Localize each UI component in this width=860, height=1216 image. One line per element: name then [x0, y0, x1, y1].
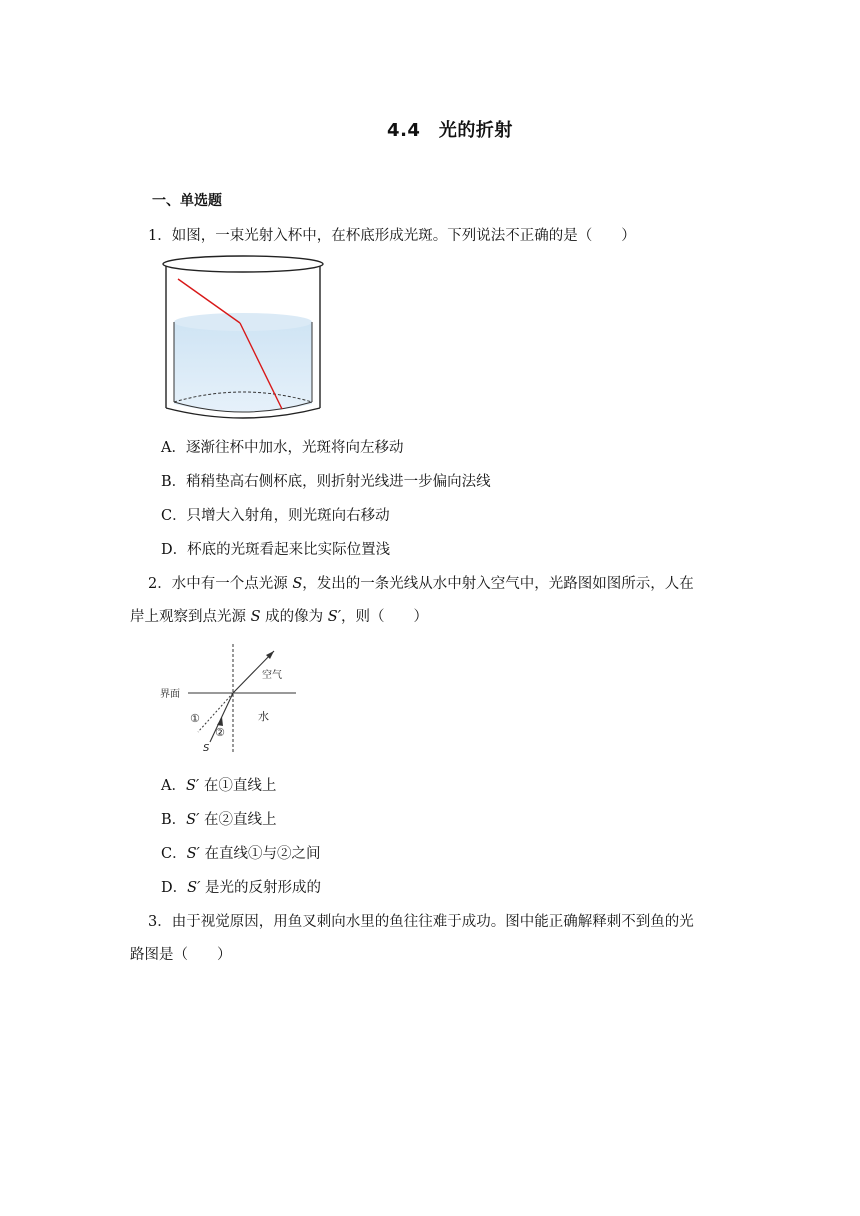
label-interface: 界面	[160, 689, 180, 700]
label-s: S	[203, 743, 210, 754]
question-2-line-2: 岸上观察到点光源 S 成的像为 S′，则（ ）	[130, 609, 428, 625]
label-air: 空气	[262, 670, 282, 681]
question-3-line-1: 3．由于视觉原因，用鱼叉刺向水里的鱼往往难于成功。图中能正确解释刺不到鱼的光	[148, 914, 694, 930]
water-body	[174, 322, 312, 412]
question-3-line-2: 路图是（ ）	[130, 947, 232, 963]
q2-option-d: D．S′ 是光的反射形成的	[161, 880, 321, 896]
cup-rim	[163, 256, 323, 272]
label-2: ②	[215, 726, 225, 739]
section-heading: 一、单选题	[152, 193, 222, 209]
q2-option-b: B．S′ 在②直线上	[161, 812, 277, 828]
q2-option-c: C．S′ 在直线①与②之间	[161, 846, 321, 862]
q1-option-a: A．逐渐往杯中加水，光斑将向左移动	[161, 440, 404, 456]
cup-figure	[158, 252, 328, 428]
q2-option-a: A．S′ 在①直线上	[161, 778, 277, 794]
page-title: 4.4 光的折射	[387, 120, 513, 141]
q1-option-b: B．稍稍垫高右侧杯底，则折射光线进一步偏向法线	[161, 474, 491, 490]
question-1-stem: 1．如图，一束光射入杯中，在杯底形成光斑。下列说法不正确的是（ ）	[148, 228, 636, 244]
q1-option-c: C．只增大入射角，则光斑向右移动	[161, 508, 390, 524]
water-ray-arrow	[217, 717, 223, 726]
refraction-figure	[158, 642, 300, 754]
label-water: 水	[258, 710, 269, 723]
question-2-line-1: 2．水中有一个点光源 S，发出的一条光线从水中射入空气中，光路图如图所示，人在	[148, 576, 694, 592]
q1-option-d: D．杯底的光斑看起来比实际位置浅	[161, 542, 391, 558]
label-1: ①	[190, 712, 200, 725]
